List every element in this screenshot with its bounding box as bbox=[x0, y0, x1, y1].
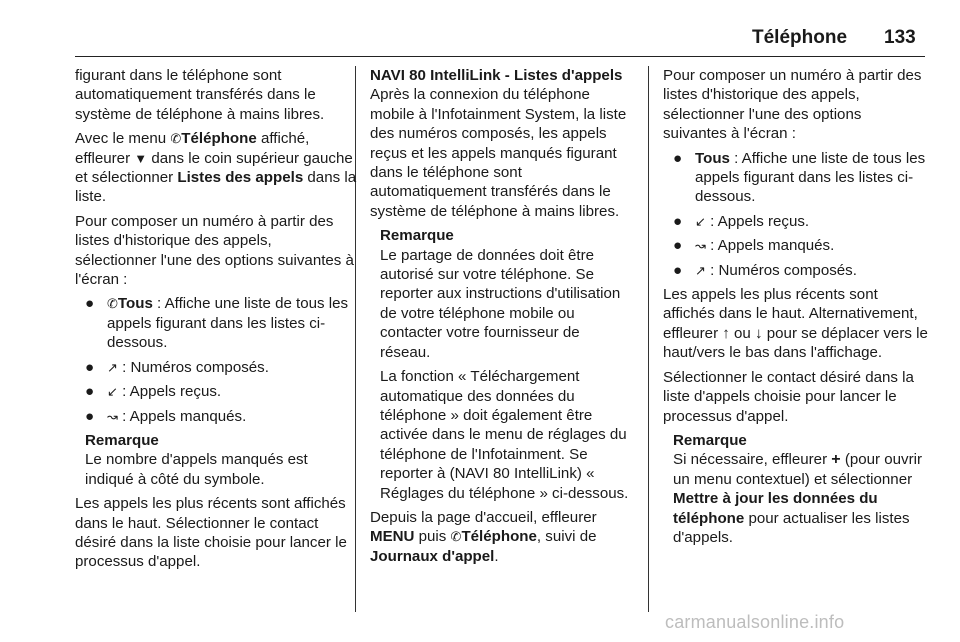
text: Si nécessaire, effleurer bbox=[673, 451, 832, 469]
text: dans le coin supérieur gauche et sélectionner bbox=[75, 149, 353, 187]
note-title: Remarque bbox=[673, 431, 747, 449]
note-text bbox=[673, 450, 929, 547]
heading-text: NAVI 80 IntelliLink - Listes d'appels bbox=[370, 67, 623, 84]
call-options-list bbox=[75, 294, 357, 425]
note-title: Remarque bbox=[85, 431, 159, 449]
list-item bbox=[673, 261, 929, 280]
option-text: : Numéros composés. bbox=[117, 358, 269, 376]
text: Depuis la page d'accueil, effleurer bbox=[370, 508, 597, 526]
dialed-call-icon: ↗ bbox=[695, 262, 706, 278]
option-label: Tous bbox=[117, 295, 153, 313]
missed-call-icon: ↝ bbox=[695, 238, 706, 254]
page-number: 133 bbox=[884, 27, 916, 48]
option-text: : Affiche une liste de tous les appels figurant dans les listes ci-dessous. bbox=[107, 295, 349, 352]
list-item bbox=[673, 212, 929, 231]
dialed-call-icon: ↗ bbox=[107, 359, 118, 375]
option-label: Tous bbox=[695, 149, 730, 167]
text: affiché, effleurer bbox=[75, 130, 310, 167]
paragraph: figurant dans le téléphone sont automatiquement transférés dans le système de téléphone à mains libres. bbox=[75, 67, 325, 123]
text: dans la liste. bbox=[75, 169, 357, 206]
paragraph: Sélectionner le contact désiré dans la liste d'appels choisie pour lancer le processus d'appel. bbox=[663, 368, 914, 425]
list-item bbox=[85, 358, 357, 377]
paragraph: Pour composer un numéro à partir des listes d'historique des appels, sélectionner l'une des options suivantes à l'écran : bbox=[663, 67, 922, 143]
option-text: : Numéros composés. bbox=[705, 261, 857, 279]
option-text: : Appels manqués. bbox=[705, 237, 835, 255]
list-item bbox=[85, 407, 357, 426]
menu-label: Mettre à jour les données du téléphone bbox=[673, 490, 878, 527]
bullet-icon: ● bbox=[85, 358, 95, 376]
page-header bbox=[0, 27, 960, 57]
column-2 bbox=[370, 66, 634, 571]
phone-icon: ✆ bbox=[107, 296, 118, 312]
paragraph bbox=[370, 508, 634, 566]
text: (pour ouvrir un menu contextuel) et sélectionner bbox=[673, 451, 923, 488]
note-title: Remarque bbox=[380, 227, 454, 245]
list-item bbox=[673, 149, 929, 207]
page-title: Téléphone bbox=[752, 27, 848, 48]
header-divider bbox=[75, 56, 925, 57]
option-text: : Affiche une liste de tous les appels figurant dans les listes ci-dessous. bbox=[695, 149, 926, 206]
menu-label: MENU bbox=[370, 528, 415, 546]
call-options-list bbox=[663, 149, 929, 280]
bullet-icon: ● bbox=[673, 149, 683, 167]
column-3 bbox=[663, 66, 929, 552]
triangle-down-icon: ▼ bbox=[134, 150, 148, 166]
paragraph: Les appels les plus récents sont affichés dans le haut. Alternativement, effleurer ↑ ou ↓ pour se déplacer vers le haut/vers le bas dans l'affichage. bbox=[663, 286, 928, 362]
column-1 bbox=[75, 66, 357, 577]
note bbox=[75, 431, 357, 489]
paragraph: Les appels les plus récents sont affichés dans le haut. Sélectionner le contact désiré dans la liste choisie pour lancer le processus d'appel. bbox=[75, 495, 347, 571]
bullet-icon: ● bbox=[85, 383, 95, 401]
watermark: carmanualsonline.info bbox=[665, 612, 845, 632]
option-text: : Appels reçus. bbox=[705, 212, 810, 230]
text: . bbox=[494, 547, 499, 565]
paragraph: Pour composer un numéro à partir des listes d'historique des appels, sélectionner l'une des options suivantes à l'écran : bbox=[75, 212, 354, 289]
bullet-icon: ● bbox=[673, 212, 683, 230]
missed-call-icon: ↝ bbox=[107, 408, 118, 424]
paragraph: Après la connexion du téléphone mobile à l'Infotainment System, la liste des numéros composés, les appels reçus et les appels manqués figurant dans le téléphone sont automatiquement transférés dans le système de téléphone à mains libres. bbox=[370, 86, 627, 220]
note bbox=[663, 431, 929, 547]
menu-label: Journaux d'appel bbox=[370, 547, 495, 565]
phone-icon: ✆ bbox=[170, 131, 182, 147]
text: pour actualiser les listes d'appels. bbox=[673, 509, 910, 546]
received-call-icon: ↙ bbox=[695, 213, 706, 229]
bullet-icon: ● bbox=[85, 295, 95, 313]
option-text: : Appels manqués. bbox=[117, 407, 247, 425]
note bbox=[370, 226, 634, 503]
column-divider-2 bbox=[648, 66, 649, 612]
menu-label: Téléphone bbox=[181, 130, 257, 148]
menu-label: Listes des appels bbox=[177, 169, 304, 187]
paragraph bbox=[75, 129, 357, 207]
menu-label: Téléphone bbox=[461, 528, 537, 546]
bullet-icon: ● bbox=[673, 261, 683, 279]
text: Avec le menu bbox=[75, 130, 171, 148]
note-text: Le nombre d'appels manqués est indiqué à côté du symbole. bbox=[85, 451, 308, 488]
bullet-icon: ● bbox=[85, 407, 95, 425]
section-heading bbox=[370, 66, 634, 85]
plus-icon: + bbox=[831, 451, 841, 469]
bullet-icon: ● bbox=[673, 237, 683, 255]
list-item bbox=[673, 236, 929, 255]
text: , suivi de bbox=[536, 528, 597, 546]
received-call-icon: ↙ bbox=[107, 384, 118, 400]
list-item bbox=[85, 382, 357, 401]
phone-icon: ✆ bbox=[450, 529, 462, 545]
text: puis bbox=[414, 528, 451, 546]
list-item bbox=[85, 294, 357, 352]
note-text: Le partage de données doit être autorisé sur votre téléphone. Se reporter aux instructions d'utilisation de votre téléphone mobile ou contacter votre fournisseur de réseau. bbox=[380, 246, 621, 361]
option-text: : Appels reçus. bbox=[117, 383, 222, 401]
note-text: La fonction « Téléchargement automatique des données du téléphone » doit également être activée dans le menu de réglages du téléphone de l'Infotainment. Se reporter à (NAVI 80 IntelliLink) « Réglages du téléphone » ci-dessous. bbox=[380, 368, 629, 502]
